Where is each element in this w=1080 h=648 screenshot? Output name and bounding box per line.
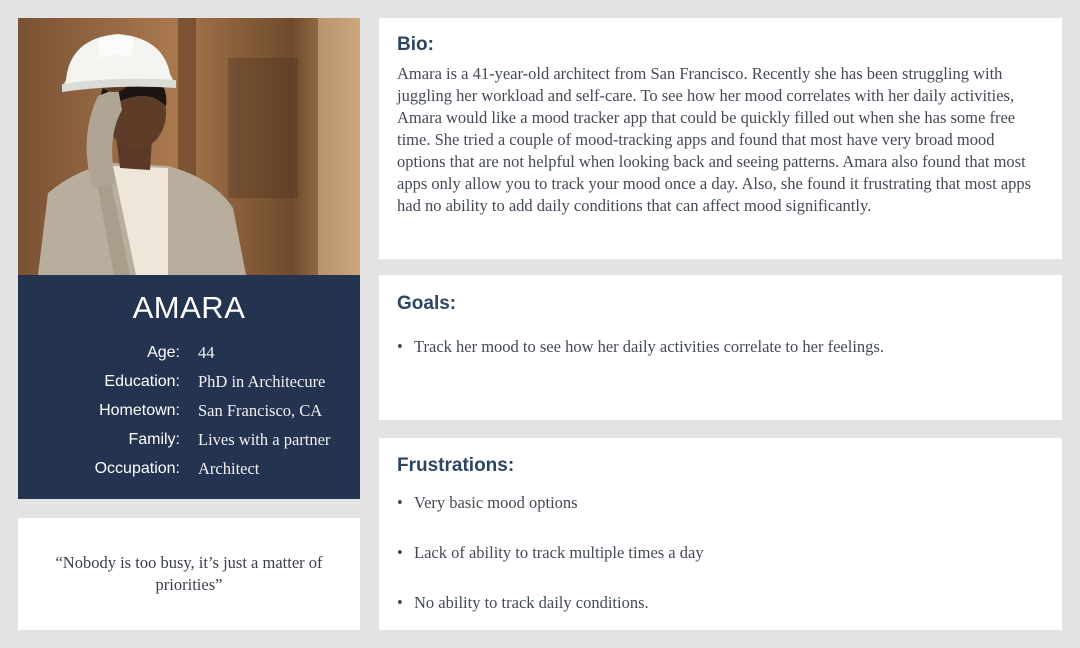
- detail-label: Age:: [147, 344, 180, 361]
- persona-name: AMARA: [132, 290, 246, 325]
- detail-label: Hometown:: [99, 402, 180, 419]
- detail-row-family: [18, 425, 360, 454]
- detail-row-occupation: [18, 454, 360, 483]
- detail-value: PhD in Architecure: [198, 372, 326, 391]
- goal-item: • Track her mood to see how her daily activities correlate to her feelings.: [397, 336, 1044, 358]
- detail-label: Occupation:: [94, 460, 180, 477]
- frustration-item: • Lack of ability to track multiple times a day: [397, 542, 1044, 564]
- frustrations-heading: Frustrations:: [397, 455, 515, 476]
- detail-row-age: [18, 338, 360, 367]
- frustration-item: • No ability to track daily conditions.: [397, 592, 1044, 614]
- bio-card: [379, 18, 1062, 259]
- detail-value: Architect: [198, 459, 260, 478]
- detail-value: San Francisco, CA: [198, 401, 323, 420]
- detail-row-hometown: [18, 396, 360, 425]
- frustration-item: • Very basic mood options: [397, 492, 1044, 514]
- bio-text: Amara is a 41-year-old architect from San Francisco. Recently she has been struggling with juggling her workload and self-care. To see how her mood correlates with her daily activities, Amara would like a mood tracker app that could be quickly filled out when she has some free time. She tried a couple of mood-tracking apps and found that most have very broad mood options that are not helpful when looking back and seeing patterns. Amara also found that most apps only allow you to track your mood once a day. Also, she found it frustrating that most apps had no ability to add daily conditions that can affect mood significantly.: [397, 64, 1032, 215]
- persona-quote: “Nobody is too busy, it’s just a matter of priorities”: [55, 553, 323, 594]
- frustrations-card: [379, 438, 1062, 630]
- goals-card: [379, 275, 1062, 420]
- detail-label: Education:: [104, 373, 180, 390]
- persona-photo: [18, 18, 360, 275]
- profile-details: [18, 338, 360, 483]
- detail-value: 44: [198, 343, 215, 362]
- profile-panel: [18, 275, 360, 499]
- detail-value: Lives with a partner: [198, 430, 331, 449]
- bio-heading: Bio:: [397, 34, 434, 55]
- detail-row-education: [18, 367, 360, 396]
- detail-label: Family:: [128, 431, 180, 448]
- quote-card: [18, 518, 360, 630]
- goals-heading: Goals:: [397, 293, 457, 314]
- goals-list: [397, 336, 1044, 358]
- frustrations-list: [397, 492, 1044, 614]
